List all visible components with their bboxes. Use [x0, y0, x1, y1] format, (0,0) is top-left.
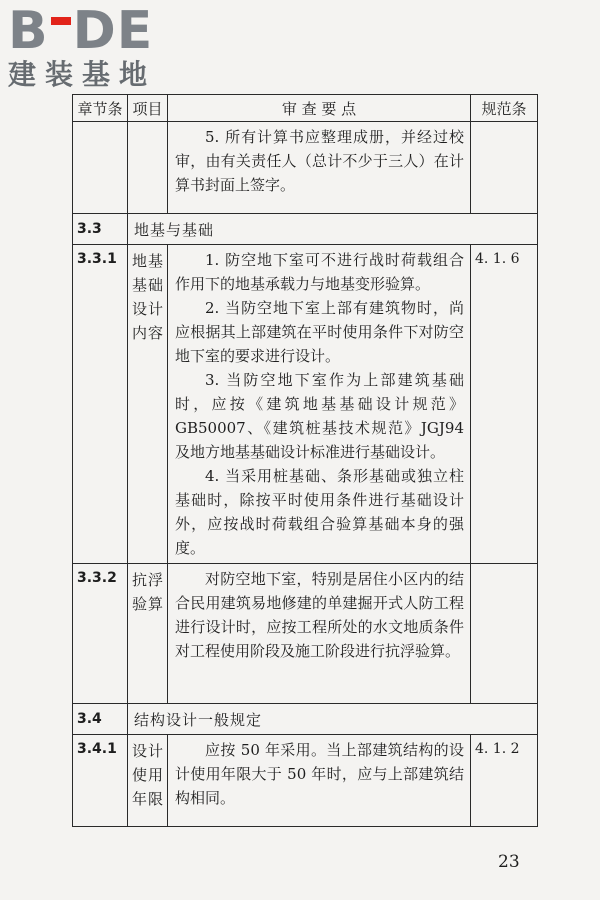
section-title: 结构设计一般规定 — [128, 704, 538, 735]
spec-cell — [471, 122, 538, 214]
clause-cell: 3.3.2 — [73, 564, 128, 704]
logo-letters-b: B — [8, 1, 49, 61]
spec-cell: 4. 1. 6 — [471, 245, 538, 564]
table-row — [73, 122, 538, 214]
section-number: 3.4 — [73, 704, 128, 735]
header-requirements: 审 查 要 点 — [168, 95, 471, 122]
item-text: 内容 — [132, 324, 165, 342]
requirement-cell — [168, 245, 471, 564]
section-number: 3.3 — [73, 214, 128, 245]
section-title: 地基与基础 — [128, 214, 538, 245]
requirement-cell — [168, 735, 471, 827]
table-row — [73, 245, 538, 564]
clause-cell: 3.4.1 — [73, 735, 128, 827]
requirement-paragraph: 4. 当采用桩基础、条形基础或独立柱基础时，除按平时使用条件进行基础设计外，应按战时荷载组合验算基础本身的强度。 — [175, 467, 464, 557]
logo-wordmark — [8, 1, 178, 61]
spec-cell — [471, 564, 538, 704]
requirement-cell — [168, 564, 471, 704]
requirement-paragraph: 5. 所有计算书应整理成册，并经过校审，由有关责任人（总计不少于三人）在计算书封面上签字。 — [175, 128, 464, 194]
table-header-row — [73, 95, 538, 122]
requirement-paragraph: 2. 当防空地下室上部有建筑物时，尚应根据其上部建筑在平时使用条件下对防空地下室的要求进行设计。 — [175, 299, 464, 365]
clause-cell: 3.3.1 — [73, 245, 128, 564]
requirement-paragraph: 对防空地下室，特别是居住小区内的结合民用建筑易地修建的单建掘开式人防工程进行设计时，应按工程所处的水文地质条件对工程使用阶段及施工阶段进行抗浮验算。 — [175, 570, 464, 660]
item-text: 地基 — [132, 252, 165, 270]
table-row — [73, 564, 538, 704]
item-text: 使用 — [132, 766, 165, 784]
requirement-cell — [168, 122, 471, 214]
review-table — [72, 94, 538, 827]
page-number: 23 — [498, 852, 520, 872]
item-cell — [128, 245, 168, 564]
logo-red-bar — [51, 17, 71, 25]
clause-cell — [73, 122, 128, 214]
item-cell — [128, 122, 168, 214]
logo-subtitle: 建装基地 — [8, 58, 157, 91]
item-text: 设计 — [132, 742, 165, 760]
header-item: 项目 — [128, 95, 168, 122]
item-text: 设计 — [132, 300, 165, 318]
item-text: 年限 — [132, 790, 165, 808]
header-spec: 规范条 — [471, 95, 538, 122]
item-cell — [128, 735, 168, 827]
table-row — [73, 735, 538, 827]
item-text: 验算 — [132, 595, 165, 613]
requirement-paragraph: 3. 当防空地下室作为上部建筑基础时，应按《建筑地基基础设计规范》GB50007、《建筑桩基技术规范》JGJ94 及地方地基基础设计标准进行基础设计。 — [175, 371, 464, 461]
section-row — [73, 704, 538, 735]
spec-cell: 4. 1. 2 — [471, 735, 538, 827]
logo-letters-de: DE — [72, 1, 154, 61]
requirement-paragraph: 1. 防空地下室可不进行战时荷载组合作用下的地基承载力与地基变形验算。 — [175, 251, 464, 293]
item-text: 抗浮 — [132, 571, 165, 589]
item-text: 基础 — [132, 276, 165, 294]
requirement-paragraph: 应按 50 年采用。当上部建筑结构的设计使用年限大于 50 年时，应与上部建筑结构相同。 — [175, 741, 464, 807]
section-row — [73, 214, 538, 245]
header-clause: 章节条 — [73, 95, 128, 122]
bade-logo — [8, 1, 178, 91]
item-cell — [128, 564, 168, 704]
